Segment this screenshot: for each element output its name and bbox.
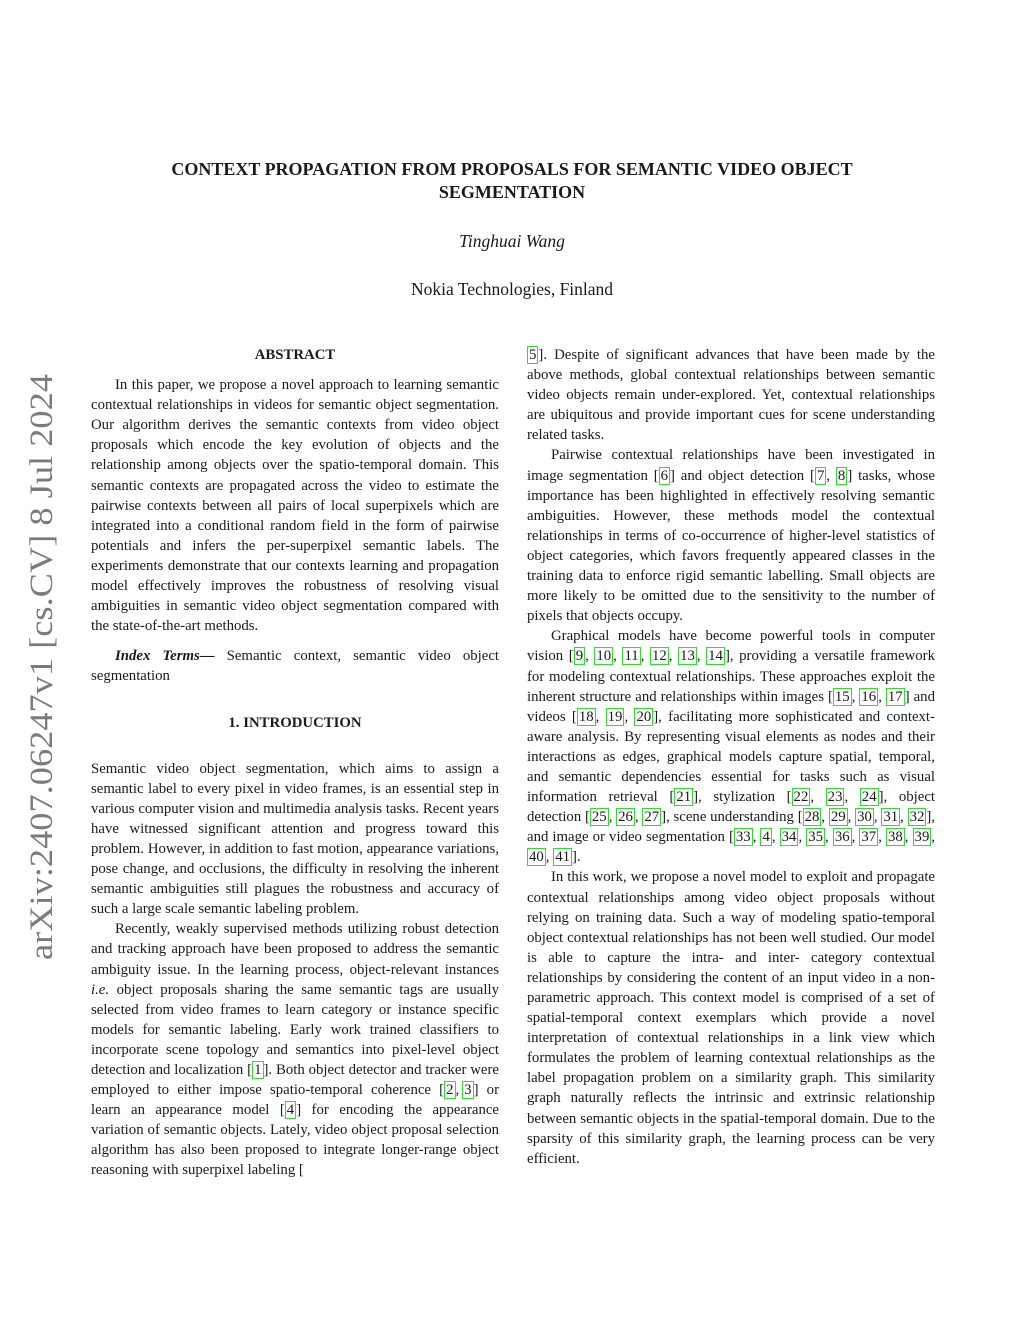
- citation-link[interactable]: 5: [529, 347, 537, 363]
- author-affiliation: Nokia Technologies, Finland: [410, 279, 614, 299]
- citation-link[interactable]: 21: [676, 789, 692, 806]
- intro-paragraph-5: In this work, we propose a novel model to exploit and propagate contextual relationships among video object proposals without relying on training data. Such a way of modeling spatio-temporal object contextual relationships has not been well studied. Our model is able to capture the intra- and inter- category contextual relationships by considering the content of an input video in a non-parametric approach. This context model is comprised of a set of spatial-temporal context exemplars which provide a novel interpretation of contextual relationships in a link view which formulates the problem of learning contextual relationships as the label propagation problem on a similarity graph. This similarity graph naturally reflects the intrinsic and extrinsic relationship between semantic objects in the spatial-temporal domain. Due to the sparsity of this similarity graph, the learning process can be very efficient.: [527, 869, 935, 1167]
- index-terms-text: Semantic context, semantic video object segmentation: [91, 648, 499, 685]
- index-terms: [91, 646, 499, 686]
- left-column: [91, 345, 499, 1181]
- intro-paragraph-3: Pairwise contextual relationships have been investigated in image segmentation [ 6 ] and object detection [ 7 , 8 ] tasks, whose importance has been highlighted in effectively resolving semantic ambiguities. However, these methods model the contextual relationships in terms of co-occurrence of higher-level statistics of object categories, which favors frequently appeared classes in the training data to enforce rigid semantic labelling. Small objects are more likely to be omitted due to the sensitivity to the number of pixels that objects occupy.: [527, 447, 935, 625]
- citation-link[interactable]: 16: [861, 688, 877, 705]
- citation-link[interactable]: 33: [735, 829, 751, 846]
- citation-link[interactable]: 25: [591, 809, 607, 826]
- citation-link[interactable]: 2: [446, 1082, 454, 1099]
- citation-link[interactable]: 18: [578, 708, 594, 725]
- citation-link[interactable]: 27: [644, 809, 660, 826]
- abstract-text: In this paper, we propose a novel approach to learning semantic contextual relationships in videos for semantic object segmentation. Our algorithm derives the semantic contexts from video object proposals which encode the key evolution of objects and the relationship among objects over the spatio-temporal domain. This semantic contexts are propagated across the video to estimate the pairwise contexts between all pairs of local superpixels which are integrated into a conditional random field in the form of pairwise potentials and infers the per-superpixel semantic labels. The experiments demonstrate that our contexts learning and propagation model effectively improves the robustness of resolving visual ambiguities in semantic video object segmentation compared with the state-of-the-art methods.: [91, 377, 499, 635]
- citation-link[interactable]: 39: [914, 829, 930, 846]
- citation-link[interactable]: 11: [624, 648, 639, 665]
- citation-link[interactable]: 8: [837, 467, 846, 484]
- intro-paragraph-2-continued: 5 ]. Despite of significant advances that have been made by the above methods, global contextual relationships between semantic video objects remain under-explored. Yet, contextual relationships are ubiquitous and provide important cues for scene understanding related tasks.: [527, 347, 935, 444]
- citation-link[interactable]: 37: [861, 829, 877, 846]
- citation-link[interactable]: 12: [651, 648, 667, 665]
- citation-link[interactable]: 24: [861, 789, 877, 806]
- arxiv-identifier: [2, 372, 72, 960]
- citation-link[interactable]: 31: [883, 809, 899, 826]
- citation-link[interactable]: 4: [286, 1102, 295, 1119]
- citation-link[interactable]: 29: [830, 809, 846, 826]
- citation-link[interactable]: 9: [575, 648, 584, 665]
- citation-link[interactable]: 1: [254, 1062, 262, 1078]
- citation-link[interactable]: 20: [636, 708, 652, 725]
- citation-link[interactable]: 35: [808, 829, 824, 846]
- citation-link[interactable]: 30: [857, 809, 872, 826]
- author-name: Tinghuai Wang: [459, 231, 565, 251]
- introduction-heading: 1. INTRODUCTION: [228, 714, 362, 731]
- intro-paragraph-1: Semantic video object segmentation, which aims to assign a semantic label to every pixel in video frames, is an essential step in various computer vision and multimedia analysis tasks. Recent years have witnessed significant attention and progress toward this problem. However, in addition to fast motion, appearance variations, pose change, and occlusions, the difficulty in resolving the inherent semantic ambiguities still plagues the robustness and accuracy of such a large scale semantic labeling problem.: [91, 760, 499, 918]
- citation-link[interactable]: 7: [816, 467, 825, 484]
- citation-link[interactable]: 36: [834, 829, 850, 846]
- citation-link[interactable]: 17: [887, 688, 903, 705]
- citation-link[interactable]: 19: [607, 708, 623, 725]
- index-terms-label: Index Terms—: [115, 648, 215, 665]
- citation-link[interactable]: 10: [596, 648, 612, 665]
- citation-link[interactable]: 34: [781, 829, 797, 846]
- citation-link[interactable]: 3: [464, 1082, 472, 1099]
- citation-link[interactable]: 41: [555, 849, 570, 866]
- citation-link[interactable]: 15: [834, 688, 850, 705]
- citation-link[interactable]: 38: [887, 829, 903, 846]
- abstract-heading: ABSTRACT: [254, 347, 336, 363]
- citation-link[interactable]: 32: [909, 809, 925, 826]
- arxiv-identifier-svg: [2, 372, 72, 960]
- citation-link[interactable]: 22: [793, 789, 809, 806]
- intro-paragraph-4: Graphical models have become powerful tools in computer vision [ 9 , 10 , 11 , 12 , 13 , 14 ], providing a versatile framework for modeling contextual relationships. These approaches exploit the inherent structure and relationships within images [ 15 , 16 , 17 ] and videos [ 18 , 19 , 20 ], facilitating more sophisticated and context-aware analysis. By representing visual elements as nodes and their interactions as edges, graphical models capture spatial, temporal, and semantic dependencies essential for tasks such as visual information retrieval [ 21 ], stylization [ 22 , 23 , 24 ], object detection [ 25 , 26 , 27 ], scene understanding [ 28 , 29 , 30 , 31 , 32 ], and image or video segmentation [ 33 , 4 , 34 , 35 , 36 , 37 , 38 , 39 , 40 , 41 ].: [527, 628, 936, 866]
- citation-link[interactable]: 26: [618, 809, 633, 826]
- paper-title: CONTEXT PROPAGATION FROM PROPOSALS FOR SEMANTIC VIDEO OBJECT SEGMENTATION: [171, 159, 853, 202]
- arxiv-identifier-text: arXiv:2407.06247v1 [cs.CV] 8 Jul 2024: [24, 428, 60, 960]
- citation-link[interactable]: 13: [680, 648, 695, 665]
- citation-link[interactable]: 14: [708, 648, 723, 665]
- citation-link[interactable]: 23: [827, 789, 843, 806]
- intro-paragraph-2: Recently, weakly supervised methods utilizing robust detection and tracking approach have been proposed to address the semantic ambiguity issue. In the learning process, object-relevant instances i.e. object proposals sharing the same semantic tags are usually selected from video frames to learn category or instance specific models for semantic labeling. Early work trained classifiers to incorporate scene topology and semantics into pixel-level object detection and localization [ 1 ]. Both object detector and tracker were employed to either impose spatio-temporal coherence [ 2 , 3 ] or learn an appearance model [ 4 ] for encoding the appearance variation of semantic objects. Lately, video object proposal selection algorithm has also been proposed to integrate longer-range object reasoning with superpixel labeling [: [91, 921, 500, 1179]
- citation-link[interactable]: 28: [804, 809, 820, 826]
- right-column: [527, 345, 935, 1169]
- citation-link[interactable]: 4: [762, 829, 770, 846]
- citation-link[interactable]: 6: [660, 467, 669, 484]
- citation-link[interactable]: 40: [529, 849, 544, 866]
